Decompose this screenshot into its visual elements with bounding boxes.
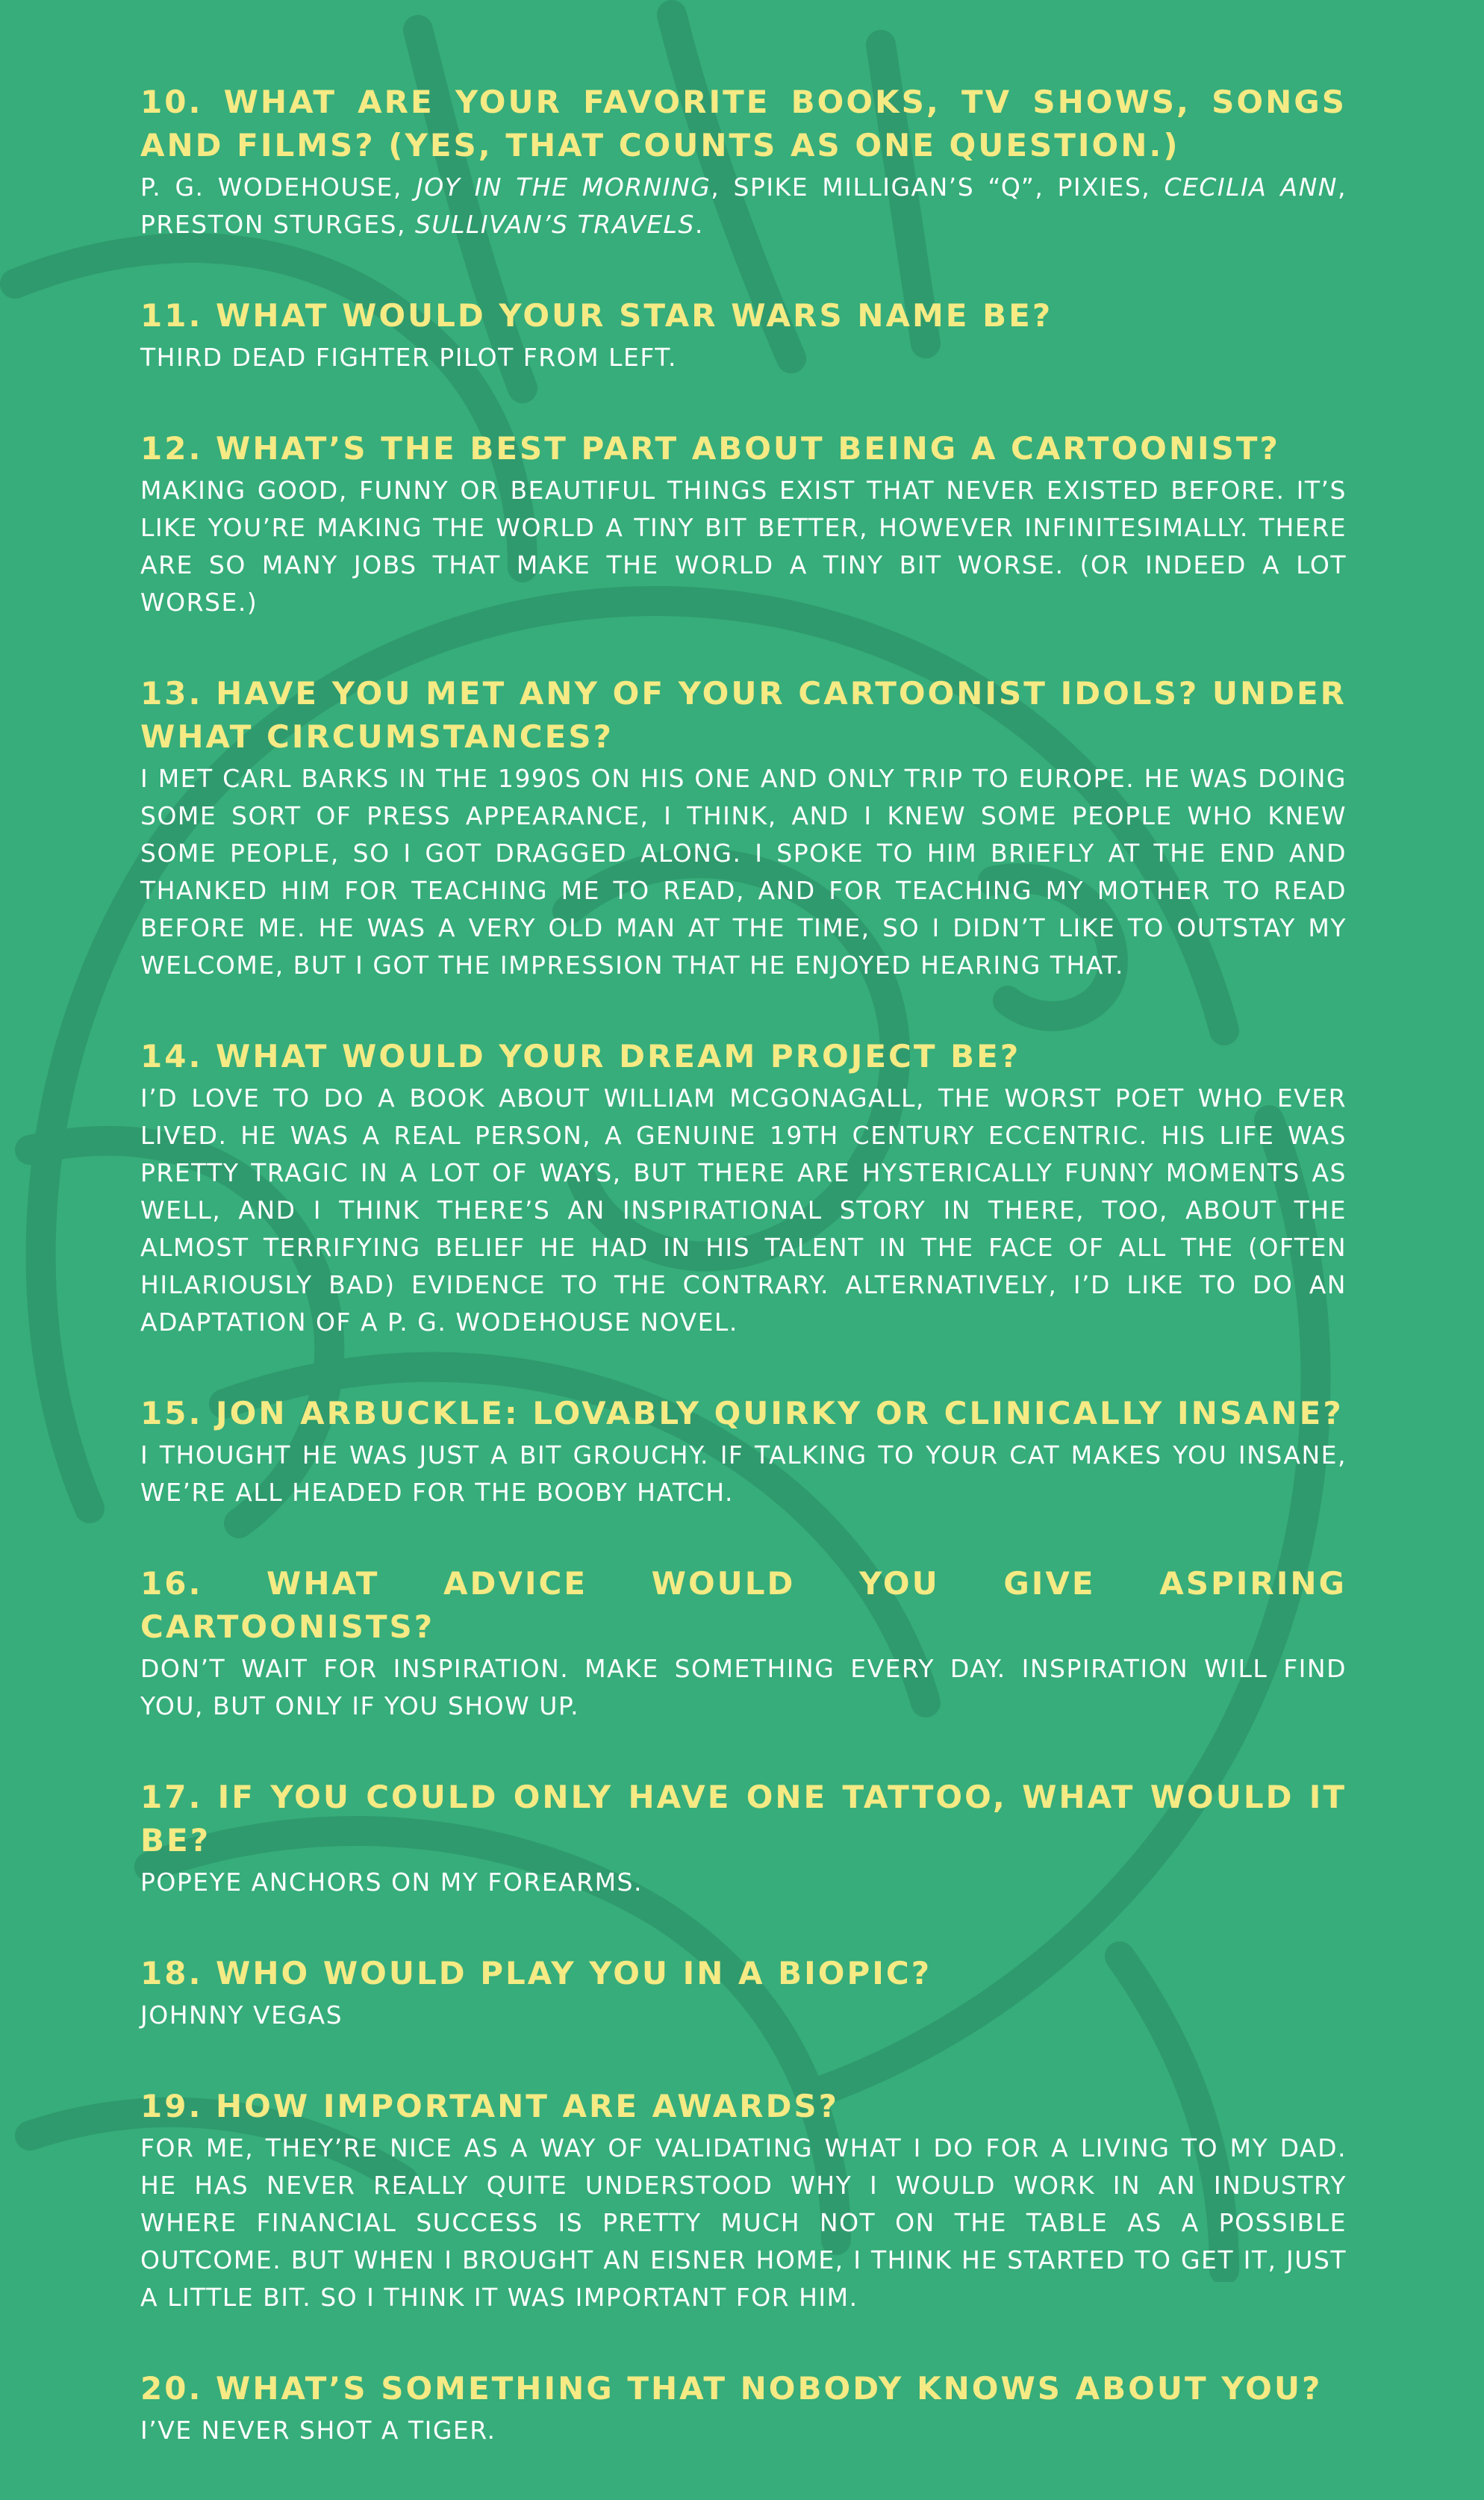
answer-text bbox=[140, 1864, 1347, 1901]
answer-text bbox=[140, 472, 1347, 621]
question-heading: 13. HAVE YOU MET ANY OF YOUR CARTOONIST IDOLS? UNDER WHAT CIRCUMSTANCES? bbox=[140, 675, 1347, 755]
answer-title-italic: CECILIA ANN bbox=[1164, 172, 1338, 202]
answer-text bbox=[140, 1437, 1347, 1511]
answer-text bbox=[140, 1997, 1347, 2034]
question-heading: 11. WHAT WOULD YOUR STAR WARS NAME BE? bbox=[140, 297, 1053, 334]
answer-title-italic: SULLIVAN’S TRAVELS bbox=[414, 210, 695, 239]
answer-segment: JOHNNY VEGAS bbox=[140, 2000, 343, 2030]
answer-segment: FOR ME, THEY’RE NICE AS A WAY OF VALIDATING WHAT I DO FOR A LIVING TO MY DAD. HE HAS NEVER REALLY QUITE UNDERSTOOD WHY I WOULD WORK IN AN INDUSTRY WHERE FINANCIAL SUCCESS IS PRETTY MUCH NOT ON THE TABLE AS A POSSIBLE OUTCOME. BUT WHEN I BROUGHT AN EISNER HOME, I THINK HE STARTED TO GET IT, JUST A LITTLE BIT. SO I THINK IT WAS IMPORTANT FOR HIM. bbox=[140, 2133, 1347, 2312]
question-heading: 12. WHAT’S THE BEST PART ABOUT BEING A CARTOONIST? bbox=[140, 430, 1280, 467]
question-heading: 19. HOW IMPORTANT ARE AWARDS? bbox=[140, 2088, 840, 2124]
answer-segment: I’VE NEVER SHOT A TIGER. bbox=[140, 2416, 496, 2445]
answer-text bbox=[140, 760, 1347, 984]
answer-segment: I’D LOVE TO DO A BOOK ABOUT WILLIAM MCGONAGALL, THE WORST POET WHO EVER LIVED. HE WAS A REAL PERSON, A GENUINE 19TH CENTURY ECCENTRIC. HIS LIFE WAS PRETTY TRAGIC IN A LOT OF WAYS, BUT THERE ARE HYSTERICALLY FUNNY MOMENTS AS WELL, AND I THINK THERE’S AN INSPIRATIONAL STORY IN THERE, TOO, ABOUT THE ALMOST TERRIFYING BELIEF HE HAD IN HIS TALENT IN THE FACE OF ALL THE (OFTEN HILARIOUSLY BAD) EVIDENCE TO THE CONTRARY. ALTERNATIVELY, I’D LIKE TO DO AN ADAPTATION OF A P. G. WODEHOUSE NOVEL. bbox=[140, 1083, 1347, 1337]
qa-block bbox=[140, 2367, 1347, 2449]
answer-text bbox=[140, 1650, 1347, 1725]
answer-segment: , SPIKE MILLIGAN’S “Q”, PIXIES, bbox=[711, 172, 1165, 202]
answer-text bbox=[140, 2130, 1347, 2316]
answer-segment: THIRD DEAD FIGHTER PILOT FROM LEFT. bbox=[140, 343, 677, 372]
answer-segment: . bbox=[694, 210, 704, 239]
answer-text bbox=[140, 169, 1347, 243]
question-heading: 10. WHAT ARE YOUR FAVORITE BOOKS, TV SHOWS, SONGS AND FILMS? (YES, THAT COUNTS AS ONE QUESTION.) bbox=[140, 84, 1347, 164]
interview-qa-list bbox=[140, 81, 1347, 2500]
answer-segment: , PRESTON STURGES, bbox=[140, 172, 1347, 239]
answer-segment: DON’T WAIT FOR INSPIRATION. MAKE SOMETHING EVERY DAY. INSPIRATION WILL FIND YOU, BUT ONLY IF YOU SHOW UP. bbox=[140, 1654, 1347, 1720]
answer-text bbox=[140, 2412, 1347, 2449]
qa-block bbox=[140, 1952, 1347, 2034]
question-heading: 15. JON ARBUCKLE: LOVABLY QUIRKY OR CLINICALLY INSANE? bbox=[140, 1395, 1344, 1431]
question-heading: 20. WHAT’S SOMETHING THAT NOBODY KNOWS ABOUT YOU? bbox=[140, 2370, 1323, 2407]
answer-title-italic: JOY IN THE MORNING bbox=[416, 172, 711, 202]
question-heading: 18. WHO WOULD PLAY YOU IN A BIOPIC? bbox=[140, 1955, 932, 1991]
answer-segment: I MET CARL BARKS IN THE 1990S ON HIS ONE AND ONLY TRIP TO EUROPE. HE WAS DOING SOME SORT OF PRESS APPEARANCE, I THINK, AND I KNEW SOME PEOPLE WHO KNEW SOME PEOPLE, SO I GOT DRAGGED ALONG. I SPOKE TO HIM BRIEFLY AT THE END AND THANKED HIM FOR TEACHING ME TO READ, AND FOR TEACHING MY MOTHER TO READ BEFORE ME. HE WAS A VERY OLD MAN AT THE TIME, SO I DIDN’T LIKE TO OUTSTAY MY WELCOME, BUT I GOT THE IMPRESSION THAT HE ENJOYED HEARING THAT. bbox=[140, 764, 1347, 980]
qa-block bbox=[140, 1392, 1347, 1511]
answer-text bbox=[140, 1080, 1347, 1341]
answer-segment: POPEYE ANCHORS ON MY FOREARMS. bbox=[140, 1868, 643, 1897]
qa-block bbox=[140, 1776, 1347, 1901]
qa-block bbox=[140, 1035, 1347, 1341]
qa-block bbox=[140, 81, 1347, 243]
answer-segment: MAKING GOOD, FUNNY OR BEAUTIFUL THINGS EXIST THAT NEVER EXISTED BEFORE. IT’S LIKE YOU’RE MAKING THE WORLD A TINY BIT BETTER, HOWEVER INFINITESIMALLY. THERE ARE SO MANY JOBS THAT MAKE THE WORLD A TINY BIT WORSE. (OR INDEED A LOT WORSE.) bbox=[140, 476, 1347, 617]
question-heading: 17. IF YOU COULD ONLY HAVE ONE TATTOO, WHAT WOULD IT BE? bbox=[140, 1779, 1347, 1859]
question-heading: 16. WHAT ADVICE WOULD YOU GIVE ASPIRING CARTOONISTS? bbox=[140, 1565, 1347, 1645]
qa-block bbox=[140, 672, 1347, 984]
qa-block bbox=[140, 427, 1347, 621]
question-heading: 14. WHAT WOULD YOUR DREAM PROJECT BE? bbox=[140, 1038, 1021, 1075]
answer-segment: P. G. WODEHOUSE, bbox=[140, 172, 417, 202]
qa-block bbox=[140, 294, 1347, 376]
answer-segment: I THOUGHT HE WAS JUST A BIT GROUCHY. IF TALKING TO YOUR CAT MAKES YOU INSANE, WE’RE ALL HEADED FOR THE BOOBY HATCH. bbox=[140, 1440, 1347, 1507]
qa-block bbox=[140, 1562, 1347, 1725]
answer-text bbox=[140, 339, 1347, 376]
